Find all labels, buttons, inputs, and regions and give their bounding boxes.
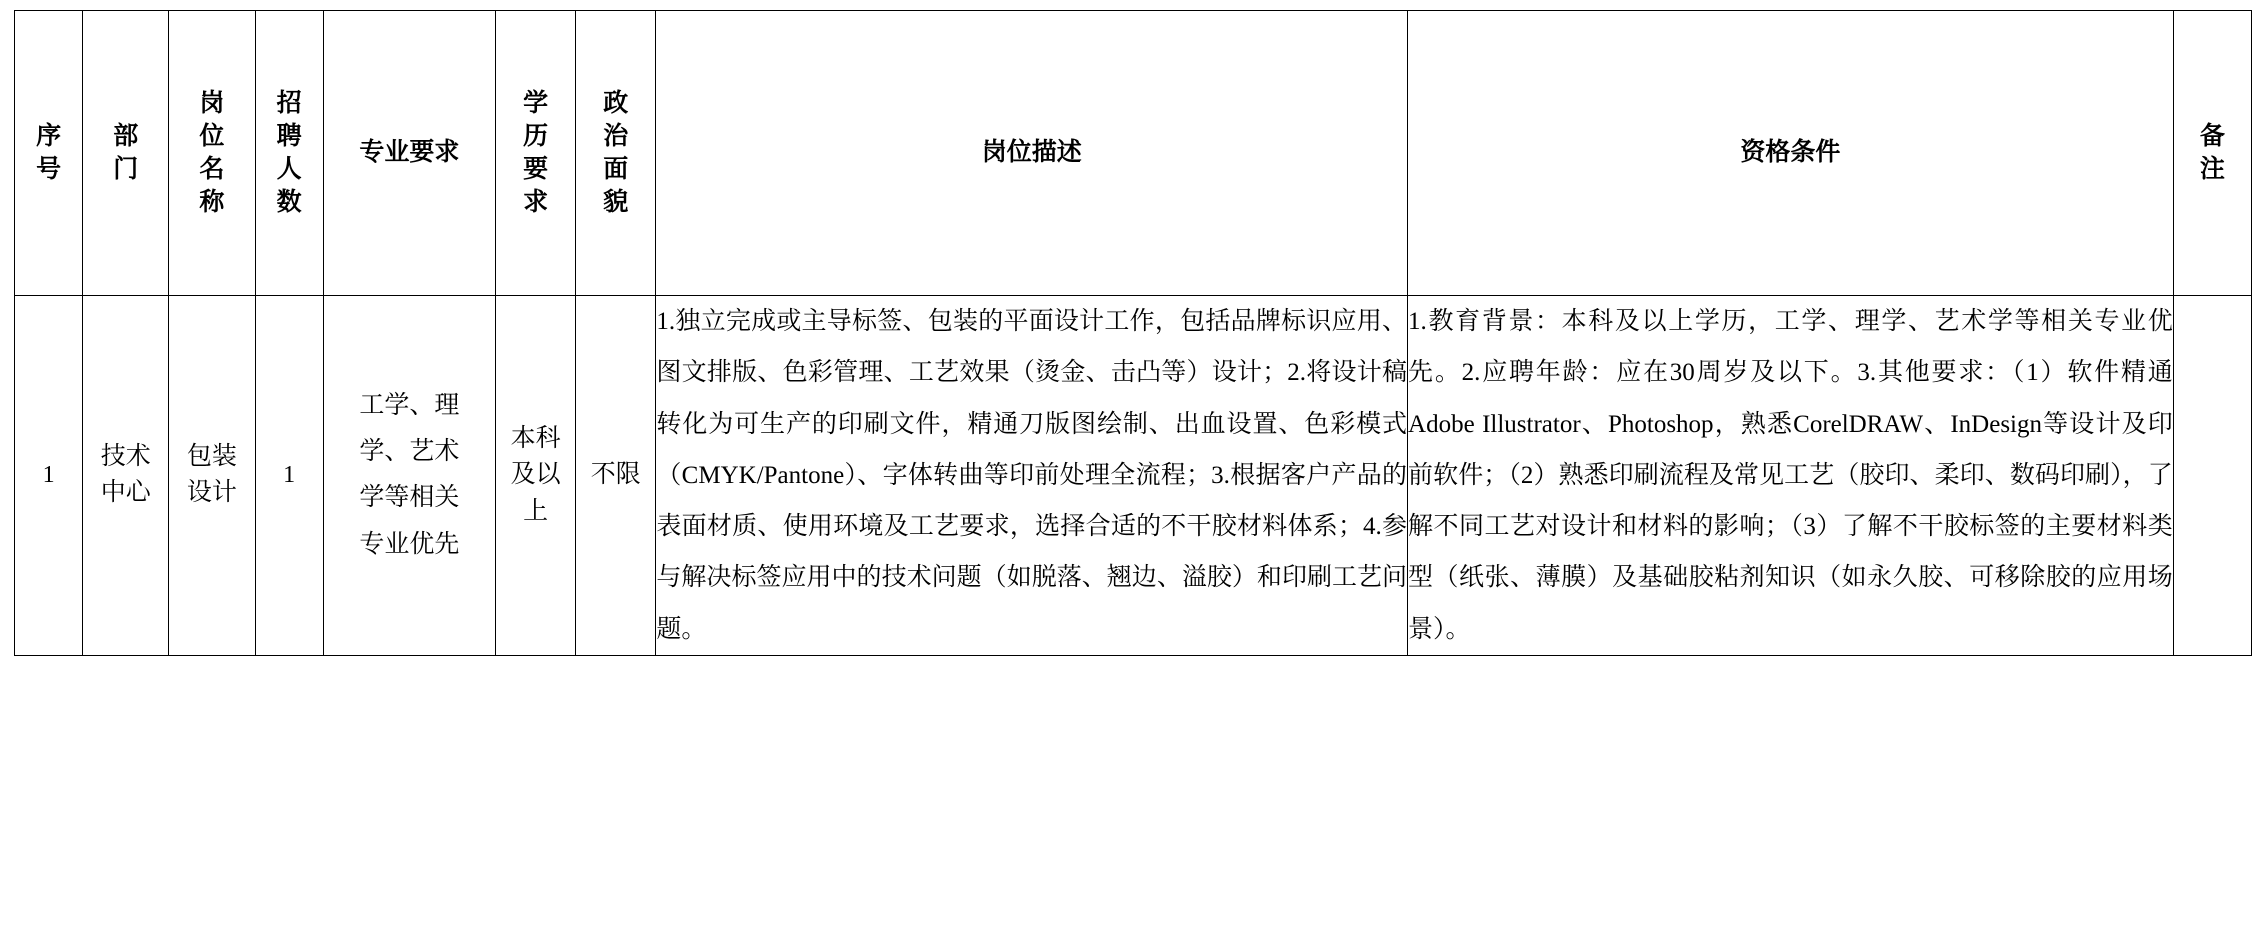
- table-header-row: [15, 11, 2252, 296]
- column-header-headcount: [255, 11, 323, 296]
- cell-description: [656, 296, 1408, 656]
- cell-political: 不限: [576, 296, 656, 656]
- header-char: 序 号: [36, 123, 62, 183]
- header-text: 资格条件: [1740, 138, 1841, 166]
- header-text: 岗位描述: [981, 138, 1082, 166]
- cell-education: 本科 及以 上: [496, 296, 576, 656]
- header-text: 专业要求: [359, 138, 460, 166]
- column-header-remark: [2173, 11, 2251, 296]
- header-char: 部 门: [113, 123, 139, 183]
- header-char: 备 注: [2199, 123, 2225, 183]
- cell-headcount: 1: [255, 296, 323, 656]
- cell-description-text: 1.独立完成或主导标签、包装的平面设计工作，包括品牌标识应用、图文排版、色彩管理、工艺效果（烫金、击凸等）设计；2.将设计稿转化为可生产的印刷文件，精通刀版图绘制、出血设置、色彩模式（CMYK/Pantone）、字体转曲等印前处理全流程；3.根据客户产品的表面材质、使用环境及工艺要求，选择合适的不干胶材料体系；4.参与解决标签应用中的技术问题（如脱落、翘边、溢胶）和印刷工艺问题。: [656, 308, 1408, 643]
- column-header-requirements: [1408, 11, 2174, 296]
- table-row: [15, 296, 2252, 656]
- column-header-department: [83, 11, 169, 296]
- cell-remark: [2173, 296, 2251, 656]
- column-header-index: [15, 11, 83, 296]
- cell-requirements-text: 1.教育背景：本科及以上学历，工学、理学、艺术学等相关专业优先。2.应聘年龄：应在30周岁及以下。3.其他要求：（1）软件精通Adobe Illustrator、Photoshop，熟悉CorelDRAW、InDesign等设计及印前软件；（2）熟悉印刷流程及常见工艺（胶印、柔印、数码印刷），了解不同工艺对设计和材料的影响；（3）了解不干胶标签的主要材料类型（纸张、薄膜）及基础胶粘剂知识（如永久胶、可移除胶的应用场景）。: [1408, 308, 2173, 643]
- cell-major: 工学、理 学、艺术 学等相关 专业优先: [323, 296, 495, 656]
- header-char: 政 治 面 貌: [603, 90, 629, 216]
- column-header-political: [576, 11, 656, 296]
- column-header-position: [169, 11, 255, 296]
- cell-position: 包装 设计: [169, 296, 255, 656]
- column-header-education: [496, 11, 576, 296]
- recruitment-table: [14, 10, 2252, 656]
- header-char: 学 历 要 求: [523, 90, 549, 216]
- header-char: 招 聘 人 数: [276, 90, 302, 216]
- cell-requirements: [1408, 296, 2174, 656]
- column-header-major: [323, 11, 495, 296]
- column-header-description: [656, 11, 1408, 296]
- cell-department: 技术 中心: [83, 296, 169, 656]
- cell-index: 1: [15, 296, 83, 656]
- header-char: 岗 位 名 称: [199, 90, 225, 216]
